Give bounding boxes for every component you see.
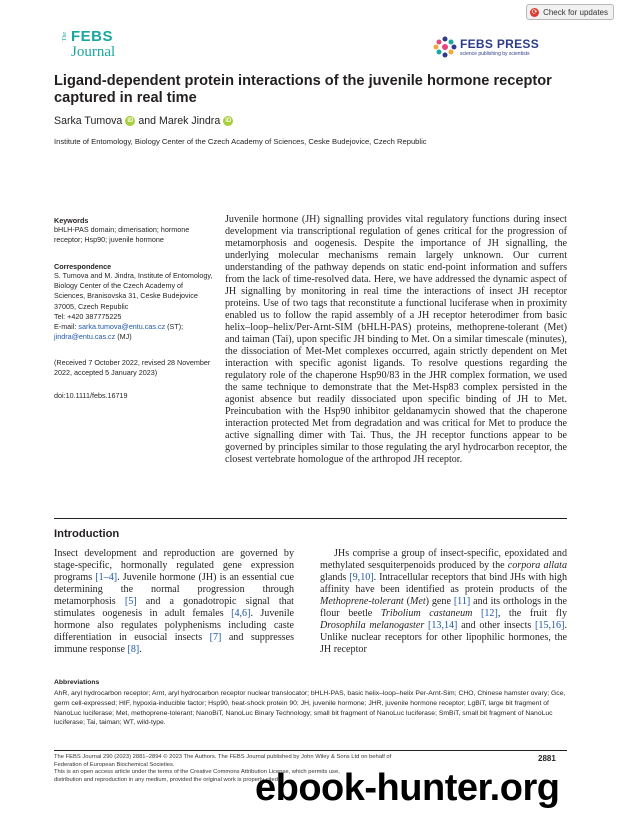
citation-link[interactable]: [7] xyxy=(209,632,222,643)
intro-text: and a gonadotropic signal that stimulates oogenesis in adult females xyxy=(54,596,294,619)
intro-italic: corpora allata xyxy=(507,560,567,571)
check-for-updates-label: Check for updates xyxy=(543,7,608,17)
affiliation: Institute of Entomology, Biology Center of the Czech Academy of Sciences, Ceske Budejovice, Czech Republic xyxy=(54,137,427,146)
intro-text xyxy=(472,608,481,619)
citation-link[interactable]: [8] xyxy=(127,644,140,655)
intro-text: . Unlike nuclear receptors for other lipophilic hormones, the JH receptor xyxy=(320,620,567,655)
keywords-section xyxy=(54,216,214,245)
intro-text: glands xyxy=(320,572,350,583)
citation-link[interactable]: [1–4] xyxy=(95,572,118,583)
abbreviations-heading: Abbreviations xyxy=(54,679,100,686)
febs-press-dots-icon xyxy=(432,36,458,58)
journal-logo-the: The xyxy=(62,32,68,42)
update-icon: ⟳ xyxy=(531,8,538,16)
email-suffix-mj: (MJ) xyxy=(115,332,132,342)
introduction-left-column xyxy=(54,548,294,656)
correspondence-tel: Tel: +420 387775225 xyxy=(54,311,122,321)
paper-title: Ligand-dependent protein interactions of the juvenile hormone receptor captured in real time xyxy=(54,73,552,106)
check-for-updates-button[interactable] xyxy=(526,4,614,20)
correspondence-heading: Correspondence xyxy=(54,262,112,271)
citation-link[interactable]: [12] xyxy=(481,608,498,619)
footer-divider xyxy=(54,750,567,751)
journal-logo-journal: Journal xyxy=(71,44,116,60)
email-link-tumova[interactable]: sarka.tumova@entu.cas.cz xyxy=(78,322,166,332)
febs-press-name: FEBS PRESS xyxy=(460,37,540,51)
citation-link[interactable]: [13,14] xyxy=(427,620,458,631)
footer-line: This is an open access article under the terms of the Creative Commons Attribution License, which permits use, xyxy=(54,769,340,776)
footer-line: The FEBS Journal 290 (2023) 2881–2894 © 2023 The Authors. The FEBS Journal published by John Wiley & Sons Ltd on behalf of xyxy=(54,754,392,760)
footer-line: distribution and reproduction in any medium, provided the original work is properly cited. xyxy=(54,776,280,783)
author-list xyxy=(54,115,233,127)
page-number: 2881 xyxy=(538,754,556,763)
intro-text: . Juvenile hormone also regulates polyphenisms including caste differentiation in eusocial insects xyxy=(54,608,295,643)
keywords-heading: Keywords xyxy=(54,216,89,225)
author-conjunction: and xyxy=(138,115,156,127)
citation-link[interactable]: [15,16] xyxy=(535,620,565,631)
footer-line: Federation of European Biochemical Societies. xyxy=(54,761,175,768)
watermark-text: ebook-hunter.org xyxy=(255,767,560,809)
intro-italic: Drosophila melanogaster xyxy=(320,620,425,631)
introduction-right-column xyxy=(320,548,567,656)
intro-italic: Tribolium castaneum xyxy=(380,608,473,619)
introduction-heading: Introduction xyxy=(54,528,120,540)
intro-text: ) gene xyxy=(425,596,454,607)
abstract-divider xyxy=(54,518,567,519)
received-dates: (Received 7 October 2022, revised 28 November 2022, accepted 5 January 2023) xyxy=(54,358,211,378)
intro-text: and suppresses immune response xyxy=(54,632,294,655)
doi[interactable]: doi:10.1111/febs.16719 xyxy=(54,391,128,400)
febs-journal-logo xyxy=(62,29,126,62)
febs-press-tagline: science publishing by scientists xyxy=(460,51,530,57)
abstract-text: Juvenile hormone (JH) signalling provides vital regulatory functions during insect development via transcriptional regulation of genes critical for the progression of metamorphosis and oogenesis. Despite the importance of JH signalling, the underlying molecular mechanisms remain largely unknown. Our current understanding of the pathway depends on static end-point information and suffers from the lack of time-resolved data. Here, we have addressed the dynamic aspect of JH signalling by monitoring in real time the interactions of insect JH receptor proteins. Use of two tags that reconstitute a functional luciferase when in proximity enabled us to follow the rapid assembly of a JH receptor heterodimer from basic helix–loop–helix/Per-Arnt-SIM (bHLH-PAS) proteins, methoprene-tolerant (Met) and taiman (Tai), upon specific JH binding to Met. On a similar timescale (minutes), the dissociation of Met-Met complexes occurred, again strictly dependent on Met interaction with specific agonist ligands. To resolve questions regarding the regulatory role of the chaperone Hsp90/83 in the JHR complex formation, we used the same technique to demonstrate that the Met-Hsp83 complex persisted in the agonist absence but readily dissociated upon specific binding of JH to Met. Preincubation with the Hsp90 inhibitor geldanamycin showed that the chaperone interaction protected Met from degradation and was critical for Met to produce the active signalling dimer with Tai. Thus, the JH receptor functions appear to be governed by principles similar to those regulating the aryl hydrocarbon receptor, the closest vertebrate homologue of the arthropod JH receptor. xyxy=(225,214,567,465)
citation-link[interactable]: [5] xyxy=(124,596,137,607)
correspondence-section xyxy=(54,262,216,342)
citation-link[interactable]: [9,10] xyxy=(349,572,374,583)
author-jindra[interactable]: Marek Jindra xyxy=(159,115,221,127)
journal-logo-febs: FEBS xyxy=(71,28,114,45)
correspondence-email xyxy=(54,322,216,342)
intro-text: , the fruit fly xyxy=(497,608,567,619)
citation-link[interactable]: [4,6] xyxy=(231,608,251,619)
abbreviations-section xyxy=(54,679,567,728)
intro-text: and its orthologs in the flour beetle xyxy=(320,596,568,619)
abbreviations-text: AhR, aryl hydrocarbon receptor; Arnt, aryl hydrocarbon receptor nuclear translocator; bHLH-PAS, basic helix–loop–helix Per-Arnt-Sim; CHO, Chinese hamster ovary; Gce, germ cell-expressed; HIF, hypoxia-inducible factor; Hsp90, heat-shock protein 90; JH, juvenile hormone; JHR, juvenile hormone receptor; LgBiT, large bit fragment of NanoLuc luciferase; Met, methoprene-tolerant; NanoBiT, NanoLuc Binary Technology; small bit fragment of NanoLuc luciferase; SmBiT, small bit fragment of NanoLuc luciferase; Tai, taiman; WT, wild-type. xyxy=(54,690,566,727)
intro-text: . xyxy=(139,644,142,655)
email-prefix: E-mail: xyxy=(54,322,79,332)
citation-link[interactable]: [11] xyxy=(453,596,471,607)
febs-press-logo xyxy=(432,35,562,59)
email-link-jindra[interactable]: jindra@entu.cas.cz xyxy=(54,332,116,342)
intro-italic: Methoprene-tolerant xyxy=(320,596,404,607)
email-suffix-st: (ST); xyxy=(165,322,184,332)
intro-text: . Intracellular receptors that bind JHs with high affinity have been identified as protein products of the xyxy=(320,572,567,595)
orcid-icon[interactable]: iD xyxy=(225,118,232,124)
intro-text: . Juvenile hormone (JH) is an essential cue determining the normal progression through metamorphosis xyxy=(54,572,294,607)
intro-text: Insect development and reproduction are governed by stage-specific, hormonally regulated gene expression programs xyxy=(54,548,294,583)
correspondence-address: S. Tumova and M. Jindra, Institute of Entomology, Biology Center of the Czech Academy of Sciences, Branisovska 31, Ceske Budejovice 37005, Czech Republic xyxy=(54,271,213,311)
intro-text: ( xyxy=(403,596,410,607)
intro-italic: Met xyxy=(409,596,426,607)
keywords-text: bHLH-PAS domain; dimerisation; hormone receptor; Hsp90; juvenile hormone xyxy=(54,225,190,245)
intro-text: and other insects xyxy=(457,620,536,631)
intro-text: JHs comprise a group of insect-specific, epoxidated and methylated sesquiterpenoids produced by the xyxy=(320,548,567,571)
orcid-icon[interactable]: iD xyxy=(127,118,134,124)
author-tumova[interactable]: Sarka Tumova xyxy=(54,115,123,127)
